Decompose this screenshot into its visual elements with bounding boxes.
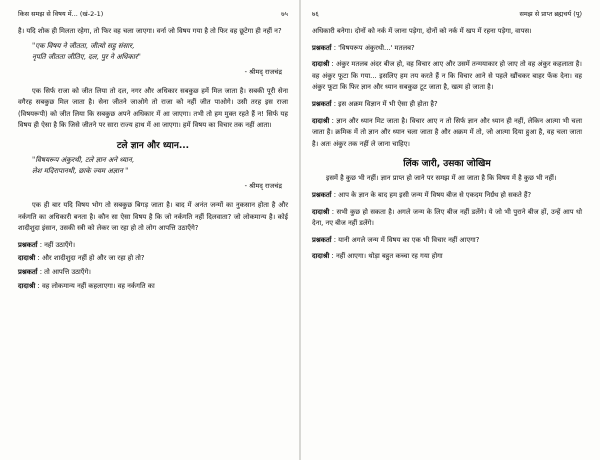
dialogue-text: 'विषयरूप अंकुरथी...' मतलब? [338, 43, 415, 52]
running-header-right [312, 6, 582, 20]
speaker-label: प्रश्नकर्ता [312, 43, 332, 52]
page-number: ७५ [281, 9, 288, 18]
verse-line: नृपति जीतता जीतिए, दल, पुर ने अधिकार" [32, 53, 141, 62]
dialogue-text: इस अक्रम विज्ञान में भी ऐसा ही होता है? [338, 99, 438, 108]
verse-attribution: - श्रीमद् राजचंद्र [244, 67, 282, 76]
dialogue-question: प्रश्नकर्ता : तो आपत्ति उठाएँगे। [18, 267, 91, 276]
speaker-label: दादाश्री [312, 207, 330, 216]
section-heading: लिंक जारी, उसका जोखिम [403, 159, 491, 170]
dialogue-answer: दादाश्री : ज्ञान और ध्यान मिट जाता है। विचार आए न तो सिर्फ ज्ञान और ध्यान ही नहीं, लेकिन आत्मा भी चला जाता है। क्रमिक में तो ज्ञान और ध्यान चला जाता है और अक्रम में तो, जो आत्मा दिया हुआ है, वह चला जाता है। अतः अंकुर तक नहीं ले जाना चाहिए। [312, 116, 582, 148]
verse-line: "एक विषय ने जीतता, जीत्यो सहु संसार, [32, 41, 135, 50]
speaker-label: प्रश्नकर्ता [312, 190, 332, 199]
dialogue-question: प्रश्नकर्ता : नहीं उठाएँगे। [18, 240, 76, 249]
dialogue-question: प्रश्नकर्ता : इस अक्रम विज्ञान में भी ऐसा ही होता है? [312, 99, 438, 108]
paragraph: अधिकारी बनेगा। दोनों को नर्क में जाना पड़ेगा, दोनों को नर्क में खप में रहना पड़ेगा, वापस। [312, 27, 532, 35]
dialogue-text: नहीं उठाएँगे। [44, 240, 76, 249]
dialogue-answer: दादाश्री : और शादीशुदा नहीं हो और जा रहा हो तो? [18, 254, 145, 263]
dialogue-answer: दादाश्री : सभी कुछ हो सकता है। अगले जन्म के लिए बीज नहीं डलेंगे। ये जो भी पुराने बीज हों, उन्हें आप धो देना, नए बीज नहीं डलेंगे। [312, 207, 582, 228]
speaker-label: प्रश्नकर्ता [18, 267, 38, 276]
dialogue-question: प्रश्नकर्ता : 'विषयरूप अंकुरथी...' मतलब? [312, 43, 415, 52]
dialogue-question: प्रश्नकर्ता : यानी अगले जन्म में विषय का एक भी विचार नहीं आएगा? [312, 235, 480, 244]
dialogue-text: अंकुर मतलब अंदर बीज हो, वह विचार आए और उसमें तन्मयाकार हो जाए तो वह अंकुर कहलाता है। वह अंकुर फूटा कि गया... इसलिए हम तय करते हैं न कि विचार आने से पहले खौंचकर बाहर फेंक देना। वह अंकुर फूटा कि फिर ज्ञान और ध्यान सबकुछ टूट जाता है, खत्म हो जाता है। [312, 60, 582, 92]
dialogue-answer: दादाश्री : नहीं आएगा। थोड़ा बहुत कच्चा रह गया होगा [312, 252, 443, 261]
dialogue-text: नहीं आएगा। थोड़ा बहुत कच्चा रह गया होगा [335, 252, 443, 261]
dialogue-text: वह लोकमान्य नहीं कहलाएगा। वह नर्कगति का [41, 281, 155, 290]
dialogue-text: आप के ज्ञान के बाद हम इसी जन्म में विषय बीज से एकदम निर्ग्रंथ हो सकते हैं? [338, 190, 532, 199]
speaker-label: दादाश्री [312, 252, 330, 261]
speaker-label: दादाश्री [18, 254, 36, 263]
dialogue-answer: दादाश्री : वह लोकमान्य नहीं कहलाएगा। वह नर्कगति का [18, 281, 155, 290]
dialogue-answer: दादाश्री : अंकुर मतलब अंदर बीज हो, वह विचार आए और उसमें तन्मयाकार हो जाए तो वह अंकुर कहलाता है। वह अंकुर फूटा कि गया... इसलिए हम तय करते हैं न कि विचार आने से पहले खौंचकर बाहर फेंक देना। वह अंकुर फूटा कि फिर ज्ञान और ध्यान सबकुछ टूट जाता है, खत्म हो जाता है। [312, 60, 582, 92]
dialogue-text: ज्ञान और ध्यान मिट जाता है। विचार आए न तो सिर्फ ज्ञान और ध्यान ही नहीं, लेकिन आत्मा भी चला जाता है। क्रमिक में तो ज्ञान और ध्यान चला जाता है और अक्रम में तो, जो आत्मा दिया हुआ है, वह चला जाता है। अतः अंकुर तक नहीं ले जाना चाहिए। [312, 116, 582, 148]
speaker-label: प्रश्नकर्ता [312, 99, 332, 108]
verse-attribution: - श्रीमद् राजचंद्र [244, 181, 282, 190]
paragraph: एक सिर्फ राजा को जीत लिया तो दल, नगर और अधिकार सबकुछ हमें मिल जाता है। सबकी पूरी सेना वगैरह सबकुछ मिल जाता है। सेना जीतने जाओगे तो राजा को नहीं जीत पाओगे। उसी तरह इस राजा (विषयरूपी) को जीत लिया कि सबकुछ अपने अधिकार में आ जाएगा। तभी तो हम मुक्त रहते हैं न! सिर्फ यह विषय ही ऐसा है कि जिसे जीतने पर सारा राज्य हाथ में आ जाएगा। हमें विषय का विचार तक नहीं आता। [18, 86, 288, 130]
verse-line: "विषयरूप अंकुरथी, टले ज्ञान अने ध्यान, [32, 155, 134, 164]
paragraph: है। यदि शोक ही मिलता रहेगा, तो फिर वह चला जाएगा। वर्ना जो विषय गया है तो फिर वह छूटेगा ही नहीं न? [18, 27, 282, 35]
section-heading: टले ज्ञान और ध्यान... [116, 140, 190, 151]
dialogue-text: सभी कुछ हो सकता है। अगले जन्म के लिए बीज नहीं डलेंगे। ये जो भी पुराने बीज हों, उन्हें आप धो देना, नए बीज नहीं डलेंगे। [312, 207, 582, 228]
speaker-label: प्रश्नकर्ता [18, 240, 38, 249]
verse-line: लेश मदिरापानथी, छाके ज्यम अज्ञान " [32, 167, 129, 176]
speaker-label: दादाश्री [18, 281, 36, 290]
dialogue-text: और शादीशुदा नहीं हो और जा रहा हो तो? [41, 254, 145, 263]
speaker-label: दादाश्री [312, 116, 330, 125]
page-number: ७६ [312, 9, 319, 18]
header-title: किस समझ से विषय में... (खं-2-1) [18, 9, 104, 18]
dialogue-text: यानी अगले जन्म में विषय का एक भी विचार नहीं आएगा? [338, 235, 480, 244]
speaker-label: दादाश्री [312, 60, 330, 69]
dialogue-question: प्रश्नकर्ता : आप के ज्ञान के बाद हम इसी जन्म में विषय बीज से एकदम निर्ग्रंथ हो सकते हैं? [312, 190, 532, 199]
verse-quote [32, 41, 288, 64]
right-page [300, 0, 600, 460]
header-title: समझ से प्राप्त ब्रह्मचर्य (पू) [519, 9, 582, 18]
paragraph: इसमें है कुछ भी नहीं। ज्ञान प्राप्त हो जाने पर समझ में आ जाता है कि विषय में है कुछ भी नहीं। [326, 174, 557, 183]
running-header-left [18, 6, 288, 20]
paragraph: एक ही बार यदि विषय भोग तो सबकुछ बिगड़ जाता है। बाद में अनंत जन्मों का नुकसान होता है और नर्कगति का अधिकारी बनता है। कौन सा ऐसा विषय है कि जो नर्कगति नहीं दिलवाता? जो लोकमान्य है। कोई शादीशुदा इंसान, उसकी स्त्री को लेकर जा रहा हो तो लोग आपत्ति उठाएँगे? [18, 200, 288, 233]
speaker-label: प्रश्नकर्ता [312, 235, 332, 244]
dialogue-text: तो आपत्ति उठाएँगे। [44, 267, 91, 276]
verse-quote [32, 155, 288, 178]
